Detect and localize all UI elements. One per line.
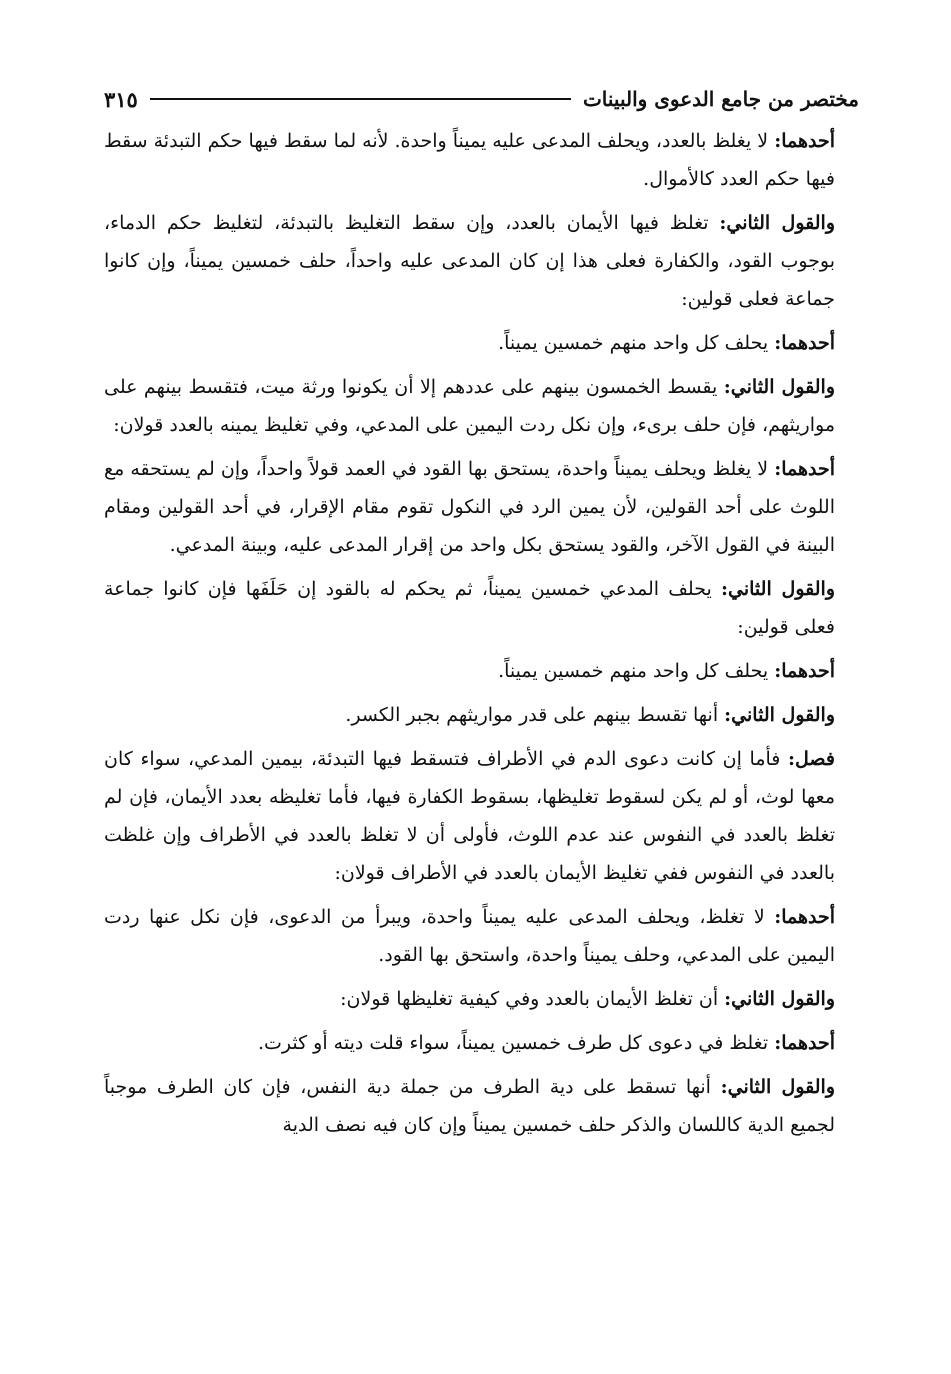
paragraph (104, 324, 859, 362)
paragraph-lead: أحدهما: (774, 660, 835, 682)
header-rule (150, 98, 571, 100)
paragraph (104, 898, 859, 974)
paragraph-text: أن تغلظ الأيمان بالعدد وفي كيفية تغليظها قولان: (340, 988, 725, 1010)
paragraph-text: لا يغلظ ويحلف يميناً واحدة، يستحق بها القود في العمد قولاً واحداً، وإن لم يستحقه مع اللوث على أحد القولين، لأن يمين الرد في النكول تقوم مقام الإقرار، في أحد القولين ومقام البينة في القول الآخر، والقود يستحق بكل واحد من إقرار المدعى عليه، وبينة المدعي. (104, 458, 835, 556)
paragraph-lead: والقول الثاني: (723, 376, 835, 398)
paragraph (104, 1068, 859, 1144)
paragraph (104, 740, 859, 892)
paragraph-text: يحلف كل واحد منهم خمسين يميناً. (498, 332, 775, 354)
paragraph-text: أنها تقسط بينهم على قدر مواريثهم بجبر الكسر. (345, 704, 725, 726)
paragraph (104, 368, 859, 444)
page-number: ٣١٥ (104, 86, 138, 112)
paragraph-text: تغلظ في دعوى كل طرف خمسين يميناً، سواء قلت ديته أو كثرت. (257, 1032, 775, 1054)
paragraph-text: فأما إن كانت دعوى الدم في الأطراف فتسقط فيها التبدئة، بيمين المدعي، سواء كان معها لوث، أو لم يكن لسقوط تغليظها، بسقوط الكفارة فيها، فأما تغليظه بعدد الأيمان، فإن لم تغلظ بالعدد في النفوس عند عدم اللوث، فأولى أن لا تغلظ بالعدد في الأطراف وإن غلظت بالعدد في النفوس ففي تغليظ الأيمان بالعدد في الأطراف قولان: (104, 748, 835, 884)
paragraph-text: لا تغلظ، ويحلف المدعى عليه يميناً واحدة، ويبرأ من الدعوى، فإن نكل عنها ردت اليمين على المدعي، وحلف يميناً واحدة، واستحق بها القود. (104, 906, 835, 966)
page-header (104, 80, 859, 118)
paragraph-lead: أحدهما: (774, 1032, 835, 1054)
paragraph-lead: والقول الثاني: (721, 578, 835, 600)
paragraph-text: يحلف المدعي خمسين يميناً، ثم يحكم له بالقود إن حَلَفَها فإن كانوا جماعة فعلى قولين: (104, 578, 835, 638)
paragraph (104, 980, 859, 1018)
paragraph-lead: والقول الثاني: (720, 1076, 835, 1098)
paragraph-lead: أحدهما: (774, 130, 835, 152)
paragraph-text: يحلف كل واحد منهم خمسين يميناً. (498, 660, 775, 682)
paragraph (104, 1024, 859, 1062)
paragraph (104, 450, 859, 564)
document-page (104, 80, 859, 1150)
running-title: مختصر من جامع الدعوى والبينات (582, 87, 859, 111)
paragraph-lead: والقول الثاني: (724, 704, 835, 726)
paragraph-lead: أحدهما: (774, 458, 835, 480)
paragraph-text: أنها تسقط على دية الطرف من جملة دية النفس، فإن كان الطرف موجباً لجميع الدية كاللسان والذكر حلف خمسين يميناً وإن كان فيه نصف الدية (104, 1076, 835, 1136)
paragraph (104, 652, 859, 690)
paragraph-lead: فصل: (788, 748, 835, 770)
paragraph (104, 570, 859, 646)
paragraph-lead: والقول الثاني: (724, 988, 835, 1010)
paragraph-text: لا يغلظ بالعدد، ويحلف المدعى عليه يميناً واحدة. لأنه لما سقط فيها حكم التبدئة سقط فيها حكم العدد كالأموال. (104, 130, 835, 190)
paragraph-lead: والقول الثاني: (719, 212, 835, 234)
paragraph (104, 122, 859, 198)
paragraph (104, 204, 859, 318)
page-body (104, 122, 859, 1144)
paragraph-text: يقسط الخمسون بينهم على عددهم إلا أن يكونوا ورثة ميت، فتقسط بينهم على مواريثهم، فإن حلف برىء، وإن نكل ردت اليمين على المدعي، وفي تغليظ يمينه بالعدد قولان: (104, 376, 835, 436)
paragraph (104, 696, 859, 734)
paragraph-text: تغلظ فيها الأيمان بالعدد، وإن سقط التغليظ بالتبدئة، لتغليظ حكم الدماء، بوجوب القود، والكفارة فعلى هذا إن كان المدعى عليه واحداً، حلف خمسين يميناً، وإن كانوا جماعة فعلى قولين: (104, 212, 835, 310)
paragraph-lead: أحدهما: (774, 906, 835, 928)
paragraph-lead: أحدهما: (774, 332, 835, 354)
